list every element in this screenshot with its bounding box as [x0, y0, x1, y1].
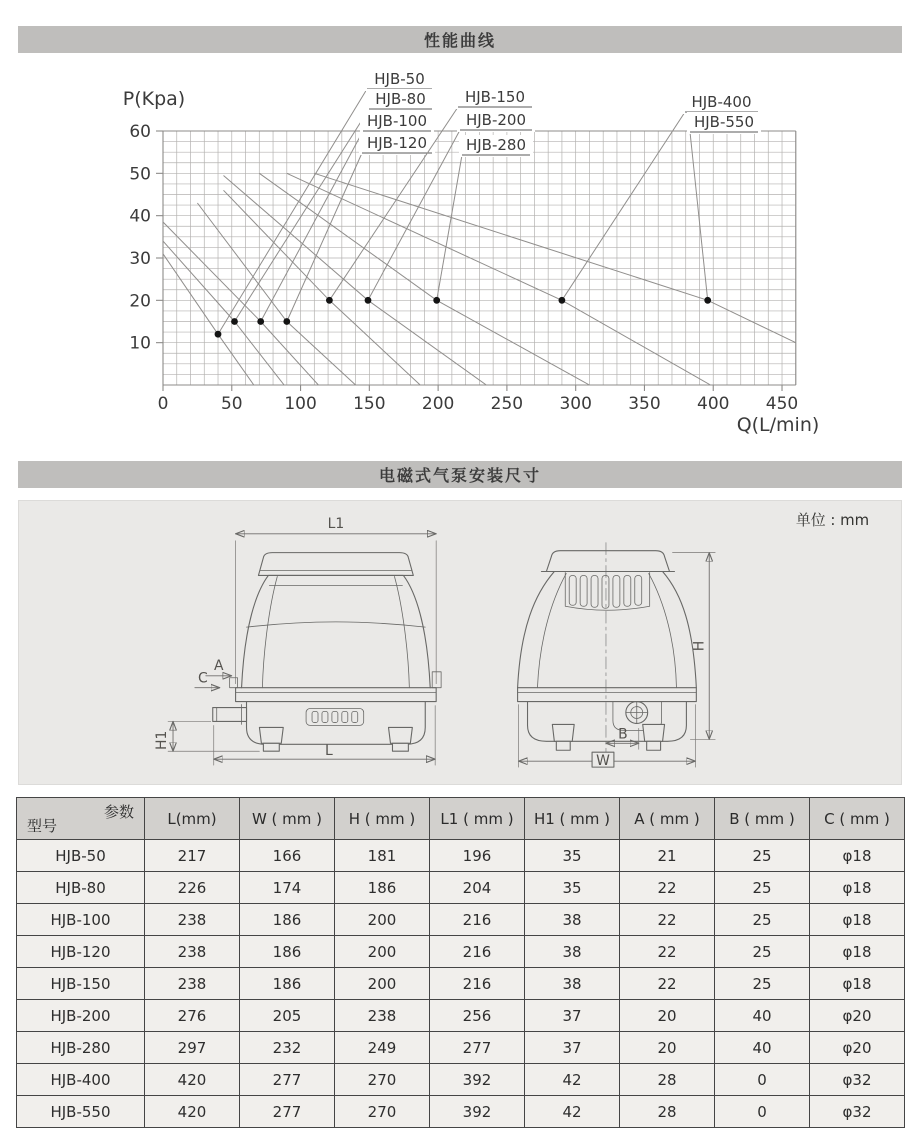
pump-base-flange: [236, 688, 437, 702]
column-header-l1: L1 ( mm ): [430, 798, 525, 840]
value-cell: φ18: [810, 936, 905, 968]
x-tick-label: 400: [697, 394, 730, 414]
value-cell: 21: [620, 840, 715, 872]
column-header-a: A ( mm ): [620, 798, 715, 840]
pump-body-seam: [247, 622, 426, 627]
value-cell: 22: [620, 872, 715, 904]
column-header-l: L(mm): [145, 798, 240, 840]
series-label-HJB-400: HJB-400: [691, 93, 752, 111]
dim-label-h1: H1: [154, 730, 171, 750]
value-cell: 28: [620, 1096, 715, 1128]
dimension-drawings-panel: [18, 500, 902, 785]
series-label-HJB-550: HJB-550: [693, 113, 755, 131]
pump-base-flange: [518, 688, 697, 702]
vent-slot: [312, 712, 318, 723]
vent-slot: [580, 575, 587, 606]
value-cell: 216: [430, 936, 525, 968]
value-cell: φ18: [810, 872, 905, 904]
grid: [163, 131, 796, 385]
x-axis-title: Q(L/min): [736, 414, 820, 436]
pump-cap: [546, 551, 669, 572]
value-cell: 276: [145, 1000, 240, 1032]
value-cell: 20: [620, 1032, 715, 1064]
value-cell: φ32: [810, 1064, 905, 1096]
x-tick-label: 100: [284, 394, 317, 414]
pump-body-seam: [394, 576, 409, 687]
value-cell: φ18: [810, 904, 905, 936]
value-cell: 38: [525, 904, 620, 936]
model-cell: HJB-550: [17, 1096, 145, 1128]
value-cell: φ32: [810, 1096, 905, 1128]
pump-right-clip: [432, 672, 441, 688]
data-point-HJB-550: [704, 297, 711, 304]
corner-label-model: 型号: [27, 817, 58, 835]
value-cell: 174: [240, 872, 335, 904]
vent-slot: [569, 575, 576, 605]
performance-chart: [18, 60, 902, 450]
vent-grille: [306, 709, 364, 726]
vent-slot: [342, 712, 348, 723]
pump-body-seam: [649, 573, 677, 687]
value-cell: 25: [715, 968, 810, 1000]
model-cell: HJB-150: [17, 968, 145, 1000]
table-row: [17, 1032, 905, 1064]
x-tick-label: 0: [157, 394, 169, 414]
pump-left-tab: [230, 678, 238, 688]
pump-foot-pad: [392, 743, 408, 751]
value-cell: 232: [240, 1032, 335, 1064]
value-cell: φ18: [810, 968, 905, 1000]
x-tick-label: 300: [559, 394, 592, 414]
section-title: 电磁式气泵安装尺寸: [378, 466, 541, 485]
value-cell: 186: [240, 904, 335, 936]
dim-label-l1: L1: [327, 515, 345, 532]
corner-cell: [17, 798, 145, 840]
dim-label-h: H: [691, 640, 708, 652]
dim-label-c: C: [197, 670, 208, 687]
vent-slot: [635, 575, 642, 605]
dimension-table: [16, 797, 905, 1128]
value-cell: 37: [525, 1032, 620, 1064]
column-header-h1: H1 ( mm ): [525, 798, 620, 840]
data-point-HJB-50: [215, 331, 222, 338]
pump-body-seam: [262, 576, 277, 687]
value-cell: φ18: [810, 840, 905, 872]
ext-lines-l1: [236, 541, 437, 684]
pump-foot-pad: [556, 741, 570, 750]
value-cell: 217: [145, 840, 240, 872]
x-tick-label: 350: [628, 394, 661, 414]
value-cell: 37: [525, 1000, 620, 1032]
value-cell: 200: [335, 904, 430, 936]
y-tick-label: 40: [129, 206, 151, 227]
value-cell: 22: [620, 968, 715, 1000]
value-cell: 25: [715, 936, 810, 968]
table-row: [17, 904, 905, 936]
section-header-dimensions: [18, 461, 902, 488]
data-point-HJB-80: [231, 318, 238, 325]
value-cell: 25: [715, 872, 810, 904]
value-cell: 277: [240, 1064, 335, 1096]
column-header-b: B ( mm ): [715, 798, 810, 840]
leader-HJB-200: [368, 130, 460, 300]
dim-label-w: W: [596, 753, 610, 770]
table-row: [17, 936, 905, 968]
model-cell: HJB-280: [17, 1032, 145, 1064]
value-cell: 205: [240, 1000, 335, 1032]
x-tick-label: 450: [765, 394, 799, 414]
table-row: [17, 872, 905, 904]
y-axis-title: P(Kpa): [122, 88, 186, 110]
model-cell: HJB-120: [17, 936, 145, 968]
column-header-w: W ( mm ): [240, 798, 335, 840]
value-cell: 216: [430, 968, 525, 1000]
value-cell: 35: [525, 840, 620, 872]
x-tick-label: 50: [220, 394, 243, 414]
value-cell: 20: [620, 1000, 715, 1032]
value-cell: φ20: [810, 1032, 905, 1064]
value-cell: 38: [525, 968, 620, 1000]
x-tick-label: 250: [490, 394, 524, 414]
pump-foot-pad: [263, 743, 279, 751]
value-cell: 277: [240, 1096, 335, 1128]
pump-foot: [643, 724, 665, 741]
value-cell: 256: [430, 1000, 525, 1032]
value-cell: 22: [620, 904, 715, 936]
value-cell: 392: [430, 1096, 525, 1128]
value-cell: 238: [145, 968, 240, 1000]
leader-HJB-50: [218, 89, 367, 334]
y-tick-label: 50: [129, 164, 151, 185]
table-row: [17, 1064, 905, 1096]
dim-label-a: A: [213, 657, 224, 674]
vent-slot: [322, 712, 328, 723]
value-cell: 186: [240, 968, 335, 1000]
model-cell: HJB-100: [17, 904, 145, 936]
section-header-performance: [18, 26, 902, 53]
value-cell: 392: [430, 1064, 525, 1096]
value-cell: 0: [715, 1096, 810, 1128]
corner-label-param: 参数: [103, 803, 134, 821]
value-cell: 28: [620, 1064, 715, 1096]
value-cell: 200: [335, 968, 430, 1000]
value-cell: 181: [335, 840, 430, 872]
model-cell: HJB-200: [17, 1000, 145, 1032]
vent-slot: [352, 712, 358, 723]
value-cell: 186: [240, 936, 335, 968]
column-header-c: C ( mm ): [810, 798, 905, 840]
data-point-HJB-400: [559, 297, 566, 304]
vent-grille: [565, 572, 649, 610]
y-tick-label: 10: [129, 333, 151, 354]
pump-foot: [259, 727, 283, 743]
value-cell: 270: [335, 1064, 430, 1096]
vent-slot: [613, 575, 620, 607]
value-cell: 200: [335, 936, 430, 968]
pump-front-view: [518, 543, 716, 769]
leader-HJB-400: [562, 112, 685, 300]
value-cell: 420: [145, 1064, 240, 1096]
pump-foot: [389, 727, 413, 743]
curve-HJB-150: [224, 190, 421, 385]
series-label-HJB-120: HJB-120: [366, 134, 428, 152]
data-point-HJB-100: [257, 318, 264, 325]
value-cell: 42: [525, 1064, 620, 1096]
series-label-HJB-50: HJB-50: [374, 70, 425, 88]
value-cell: 42: [525, 1096, 620, 1128]
value-cell: 35: [525, 872, 620, 904]
value-cell: 204: [430, 872, 525, 904]
performance-chart-svg: [18, 60, 902, 450]
series-label-HJB-100: HJB-100: [366, 112, 428, 130]
vent-slot: [624, 575, 631, 606]
y-tick-label: 20: [129, 291, 151, 312]
vent-slot: [602, 575, 609, 608]
data-point-HJB-200: [365, 297, 372, 304]
value-cell: 238: [335, 1000, 430, 1032]
pump-cap: [258, 553, 413, 576]
data-point-HJB-120: [283, 318, 290, 325]
curve-HJB-120: [197, 203, 355, 385]
value-cell: 238: [145, 936, 240, 968]
vent-slot: [332, 712, 338, 723]
series-label-HJB-150: HJB-150: [464, 88, 526, 106]
value-cell: 226: [145, 872, 240, 904]
leader-HJB-280: [437, 155, 462, 300]
leader-HJB-550: [690, 132, 708, 300]
x-tick-label: 150: [353, 394, 386, 414]
dim-label-l: L: [325, 743, 333, 760]
axis-ticks: [156, 131, 782, 391]
series-label-HJB-80: HJB-80: [375, 90, 426, 108]
unit-note: 单位 : mm: [795, 510, 870, 529]
model-cell: HJB-80: [17, 872, 145, 904]
column-header-h: H ( mm ): [335, 798, 430, 840]
data-point-HJB-280: [433, 297, 440, 304]
value-cell: 196: [430, 840, 525, 872]
value-cell: 297: [145, 1032, 240, 1064]
value-cell: φ20: [810, 1000, 905, 1032]
pump-body: [242, 575, 431, 687]
dim-label-b: B: [618, 726, 628, 743]
value-cell: 166: [240, 840, 335, 872]
value-cell: 270: [335, 1096, 430, 1128]
value-cell: 38: [525, 936, 620, 968]
table-row: [17, 1000, 905, 1032]
model-cell: HJB-50: [17, 840, 145, 872]
value-cell: 216: [430, 904, 525, 936]
pump-foot: [552, 724, 574, 741]
value-cell: 25: [715, 840, 810, 872]
value-cell: 238: [145, 904, 240, 936]
table-row: [17, 968, 905, 1000]
curve-HJB-80: [163, 241, 284, 385]
table-row: [17, 1096, 905, 1128]
y-tick-label: 30: [129, 249, 151, 270]
value-cell: 25: [715, 904, 810, 936]
value-cell: 0: [715, 1064, 810, 1096]
pump-side-view: [154, 516, 441, 765]
dimension-drawings-svg: [19, 501, 901, 784]
series-label-HJB-280: HJB-280: [465, 136, 527, 154]
vent-slot: [591, 575, 598, 607]
table-header-row: [17, 798, 905, 840]
pump-body-seam: [537, 573, 566, 687]
value-cell: 40: [715, 1032, 810, 1064]
value-cell: 277: [430, 1032, 525, 1064]
value-cell: 420: [145, 1096, 240, 1128]
pump-foot-pad: [647, 741, 661, 750]
y-tick-label: 60: [129, 122, 151, 143]
series-label-HJB-200: HJB-200: [465, 111, 527, 129]
value-cell: 249: [335, 1032, 430, 1064]
data-point-HJB-150: [326, 297, 333, 304]
value-cell: 186: [335, 872, 430, 904]
axis-tick-labels: [129, 122, 798, 414]
model-cell: HJB-400: [17, 1064, 145, 1096]
section-title: 性能曲线: [423, 31, 496, 50]
table-row: [17, 840, 905, 872]
value-cell: 22: [620, 936, 715, 968]
value-cell: 40: [715, 1000, 810, 1032]
x-tick-label: 200: [421, 394, 455, 414]
